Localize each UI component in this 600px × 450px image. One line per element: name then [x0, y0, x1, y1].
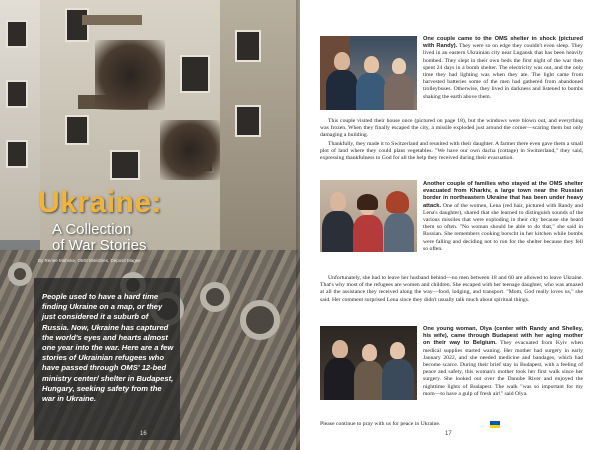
person-hair: [357, 194, 378, 210]
ukraine-flag-icon: [490, 421, 500, 428]
page-number-left: 16: [140, 431, 147, 437]
person-body: [382, 359, 414, 400]
window: [6, 80, 28, 108]
closing-line: [320, 421, 550, 428]
person-hair: [386, 191, 409, 213]
byline: By Renee Mahnke, OMS Ministries, Deposit Magee: [38, 258, 141, 263]
story-2-paragraph-b: Unfortunately, she had to leave her husband behind—no men between 18 and 60 are allowed to leave Ukraine. That's why most of the refugees are women and children. She escaped with her teenage daughter, who was amazed at all the assistance they received along the way—food, lodging, and transport. "Mom, God really loves us," she said. Her comment surprised Lena since they didn't usually talk much about spiritual things.: [320, 275, 583, 303]
person-body: [356, 73, 386, 110]
pipe: [8, 262, 32, 286]
person-body: [353, 215, 383, 252]
person-body: [384, 74, 414, 110]
person-face: [364, 56, 379, 73]
subtitle-line-2: of War Stories: [52, 237, 147, 254]
person-face: [334, 52, 350, 70]
window: [6, 140, 28, 168]
window: [180, 55, 210, 93]
photo-lena-with-randy: [320, 180, 417, 252]
photo-couple-with-randy: [320, 36, 417, 110]
story-1-lead: One couple came to the OMS shelter in shock (pictured with Randy).: [423, 36, 583, 50]
story-1-column: [423, 36, 583, 101]
window: [235, 30, 261, 62]
person-body: [324, 358, 356, 400]
balcony: [82, 15, 142, 25]
person-face: [330, 192, 346, 211]
burn-mark: [95, 40, 165, 110]
person-face: [390, 342, 405, 359]
right-page: [300, 0, 600, 450]
person-face: [362, 344, 377, 361]
story-2-lead: Another couple of families who stayed at the OMS shelter evacuated from Kharkiv, a large town near the Russian border in northeastern Ukraine that has been under heavy attack.: [423, 181, 583, 209]
article-subtitle: [38, 222, 298, 254]
window: [65, 8, 89, 42]
story-1-paragraph-b: This couple visited their house once (pictured on page 18), but the windows were blown out, and everything was frozen. When they finally escaped the city, a missile exploded just around the corner—scaring them but only damaging a building.: [320, 118, 583, 139]
window: [6, 20, 28, 48]
article-title: Ukraine:: [38, 186, 163, 219]
person-body: [354, 361, 384, 400]
burn-mark: [160, 120, 220, 180]
person-body: [384, 213, 414, 252]
closing-text: Please continue to pray with us for peace in Ukraine.: [320, 421, 441, 427]
person-face: [332, 340, 348, 358]
story-3-text-a: They evacuated from Kyiv when medical supplies started waning. Her mother had surgery in early January 2022, and she needed medicine and bandages, which had become scarce. During their brief stay in Budapest, with a feeling of peace and safety, this woman's mother took her first walk since her surgery. She looked out over the Danube River and enjoyed the nighttime lights of Budapest. The walk "was so important for my mom—to have a gulp of fresh air!" said Olya.: [423, 340, 583, 397]
window: [235, 105, 261, 137]
pipe: [240, 300, 280, 340]
intro-text: People used to have a hard time finding Ukraine on a map, or they just considered it a suburb of Russia. Now, Ukraine has captured the world's eyes and hearts almost one year into the war. Here are a few stories of Ukrainian refugees who have passed through OMS' 12-bed ministry center/ shelter in Budapest, Hungary, seeking safety from the war in Ukraine.: [42, 292, 174, 404]
subtitle-line-1: A Collection: [52, 221, 132, 238]
title-block: [38, 186, 298, 263]
intro-box: [34, 278, 180, 440]
story-2-column: [423, 181, 583, 253]
photo-olya-with-randy-and-shelley: [320, 326, 417, 400]
story-2-text-a: One of the women, Lena (red hair, pictured with Randy and Lena's daughter), shared that she learned to distinguish sounds of the various missiles that were exploding in their city because she heard them so often. "No woman should be able to do that," she said in Russian. She remembers cooking borscht in her kitchen while bombs were falling and deciding not to run for the shelter because they fell so often.: [423, 202, 583, 252]
page-number-right: 17: [445, 431, 452, 437]
story-3-column: [423, 326, 583, 398]
story-1-paragraph-c: Thankfully, they made it to Switzerland and reunited with their daughter. A farmer there even gave them a small plot of land where they could plant vegetables. "We have our own dacha (cottage) in Switzerland," they said, expressing thankfulness to God for all the help they received during their evacuation.: [320, 141, 583, 162]
person-body: [326, 70, 358, 110]
story-3-lead: One young woman, Olya (center with Randy and Shelley, his wife), came through Budapest with her aging mother on their way to Belgium.: [423, 326, 583, 347]
window: [65, 115, 89, 145]
story-1-text-a: They were so on edge they couldn't even sleep. They lived in an eastern Ukrainian city near Lugansk that has been heavily bombed. They slept in their own beds the first night of the war then spent 24 days in a bomb shelter. The electricity was out, and the only time they had lighting was when they ate. The light came from harvested batteries some of the men had gathered from abandoned trolleybuses. Otherwise, they lived in darkness and listened to bombs shaking the earth above them.: [423, 43, 583, 100]
pipe: [200, 282, 230, 312]
window: [110, 150, 140, 180]
person-face: [392, 58, 406, 74]
flag-yellow-stripe: [490, 425, 500, 429]
person-body: [322, 211, 354, 252]
